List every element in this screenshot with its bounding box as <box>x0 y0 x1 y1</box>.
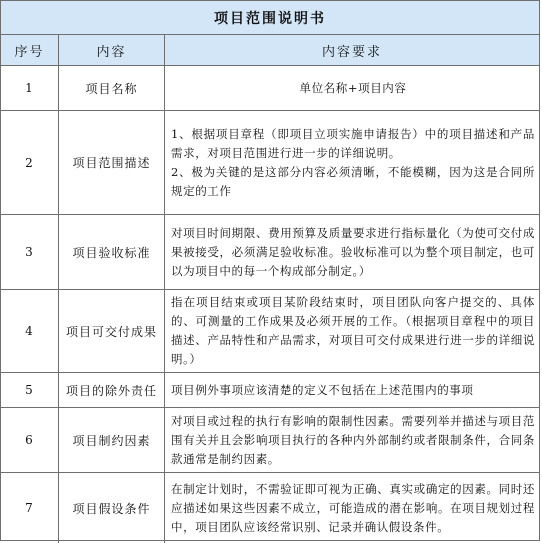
row-no: 7 <box>1 473 59 543</box>
table-row <box>1 215 539 290</box>
table-row <box>1 473 539 543</box>
table-row <box>1 66 539 111</box>
row-no: 6 <box>1 408 59 472</box>
table-title: 项目范围说明书 <box>1 1 539 35</box>
row-content: 项目可交付成果 <box>59 290 165 372</box>
header-requirement: 内容要求 <box>321 44 382 60</box>
row-no: 3 <box>1 215 59 289</box>
header-content: 内容 <box>59 35 165 65</box>
row-requirement: 在制定计划时，不需验证即可视为正确、真实或确定的因素。同时还应描述如果这些因素不成立，可能造成的潜在影响。在项目规划过程中，项目团队应该经常识别、记录并确认假设条件。 <box>171 481 535 534</box>
row-requirement: 指在项目结束或项目某阶段结束时，项目团队向客户提交的、具体的、可测量的工作成果及必须开展的工作。（根据项目章程中的项目描述、产品特性和产品需求，对项目可交付成果进行进一步的详细说明。） <box>171 295 535 366</box>
header-no: 序号 <box>1 35 59 65</box>
table-row <box>1 290 539 373</box>
row-requirement: 对项目或过程的执行有影响的限制性因素。需要列举并描述与项目范围有关并且会影响项目执行的各种内外部制约或者限制条件，合同条款通常是制约因素。 <box>171 413 535 466</box>
header-row <box>1 35 539 66</box>
row-requirement: 项目例外事项应该清楚的定义不包括在上述范围内的事项 <box>171 382 474 397</box>
row-content: 项目假设条件 <box>59 473 165 543</box>
row-no: 5 <box>1 373 59 407</box>
row-content: 项目的除外责任 <box>59 373 165 407</box>
row-requirement: 1、根据项目章程（即项目立项实施申请报告）中的项目描述和产品需求，对项目范围进行进一步的详细说明。 2、极为关键的是这部分内容必须清晰，不能模糊，因为这是合同所规定的工作 <box>171 126 535 198</box>
row-requirement: 对项目时间期限、费用预算及质量要求进行指标量化（为使可交付成果被接受，必须满足验收标准。验收标准可以为整个项目制定，也可以为项目中的每一个构成部分制定。） <box>171 225 535 278</box>
table-row <box>1 408 539 473</box>
row-requirement: 单位名称+项目内容 <box>299 80 407 95</box>
row-no: 4 <box>1 290 59 372</box>
table-row <box>1 111 539 215</box>
row-no: 2 <box>1 111 59 214</box>
row-content: 项目验收标准 <box>59 215 165 289</box>
row-content: 项目范围描述 <box>59 111 165 214</box>
table-row <box>1 373 539 408</box>
row-no: 1 <box>1 66 59 110</box>
row-content: 项目制约因素 <box>59 408 165 472</box>
row-content: 项目名称 <box>59 66 165 110</box>
